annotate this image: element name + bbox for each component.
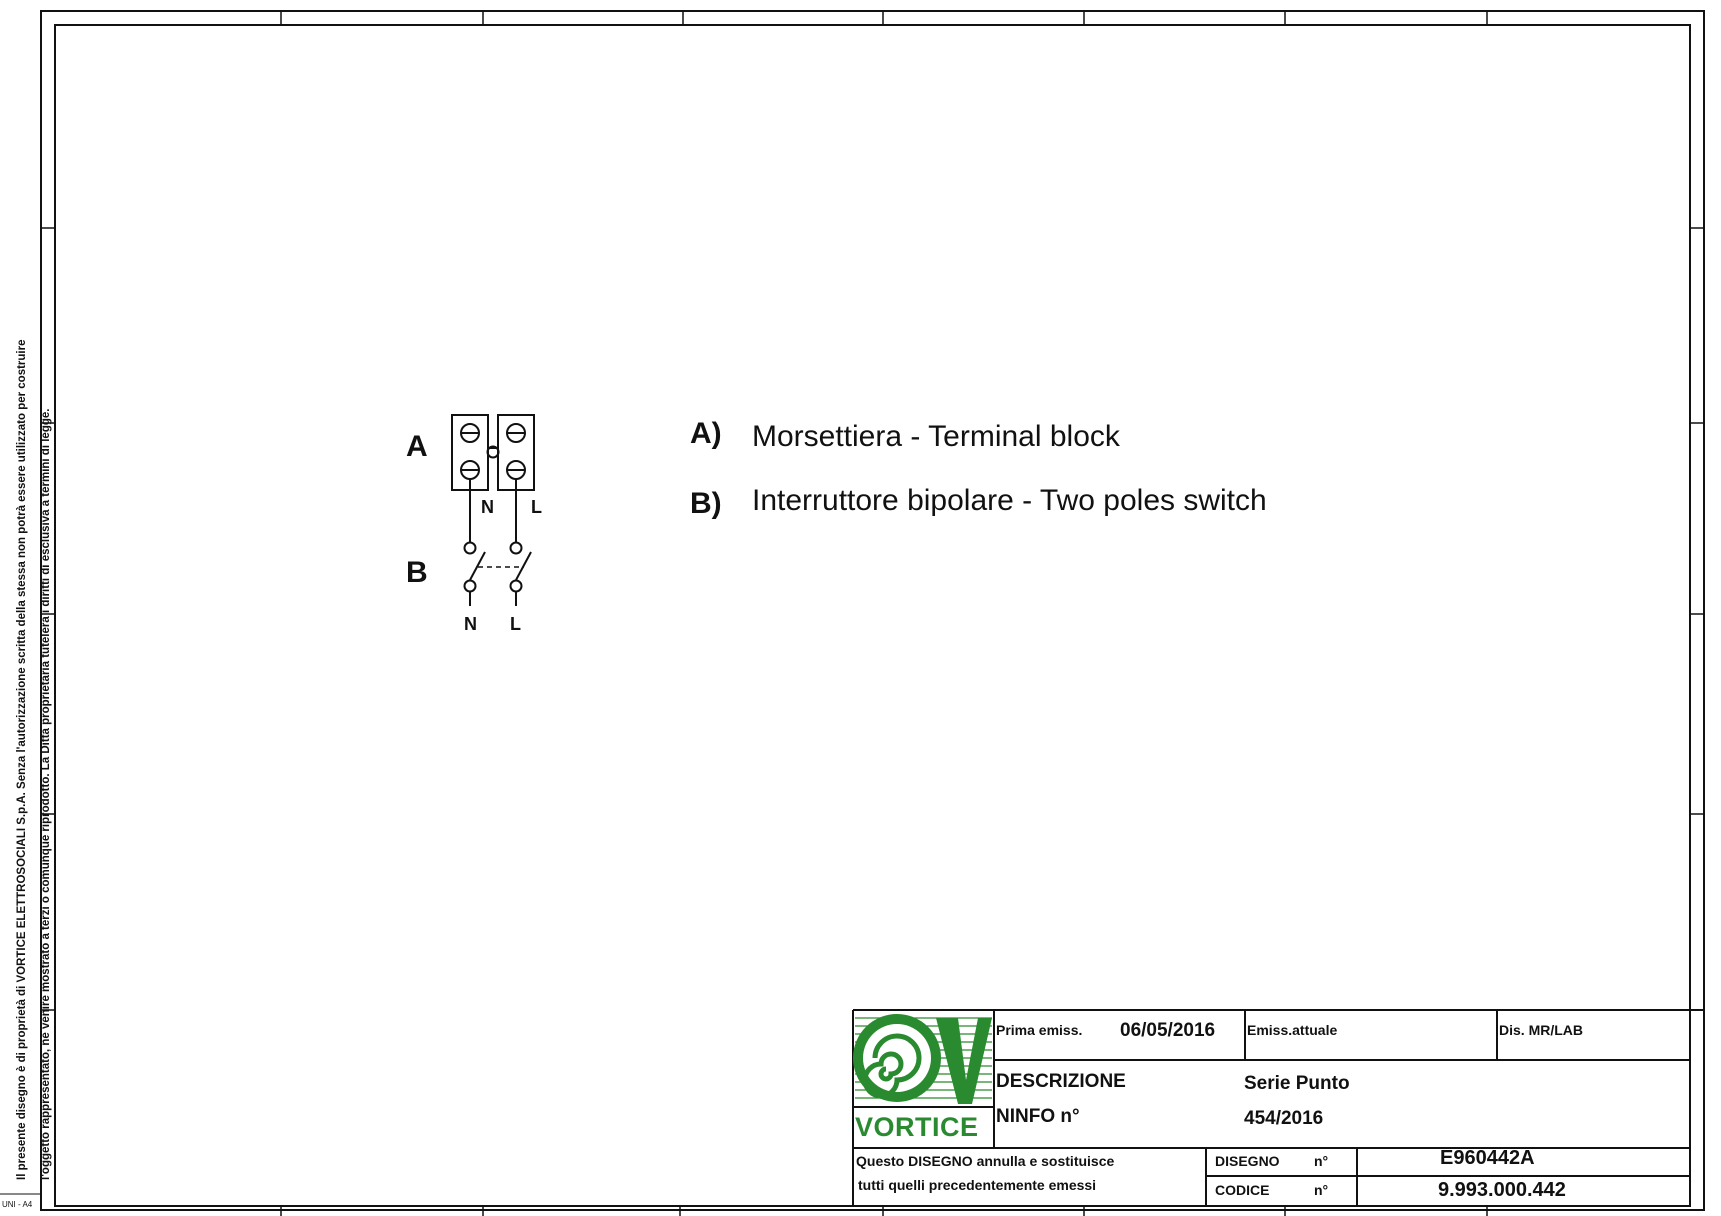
terminal-n-bottom: N [464,614,477,634]
prima-emiss-value: 06/05/2016 [1120,1020,1216,1041]
diagram-label-a: A [406,430,428,463]
descrizione-value: Serie Punto [1244,1073,1350,1094]
revision-note-line-2: tutti quelli precedentemente emessi [858,1177,1097,1193]
legend-text-b: Interruttore bipolare - Two poles switch [752,484,1267,517]
terminal-n-top: N [481,497,494,517]
disegno-number-sign: n° [1314,1153,1329,1169]
terminal-l-top: L [531,497,542,517]
side-note-line-1: Il presente disegno è di proprietà di VORTICE ELETTROSOCIALI S.p.A. Senza l'autorizzazione scritta della stessa non potrà essere utilizzato per costruire [16,339,28,1180]
legend-key-a: A) [690,417,722,450]
ninfo-value: 454/2016 [1244,1108,1324,1129]
legend-key-b: B) [690,487,722,520]
ninfo-label: NINFO n° [996,1106,1080,1127]
disegno-value: E960442A [1440,1147,1535,1169]
legend-text-a: Morsettiera - Terminal block [752,420,1120,453]
emiss-attuale-label: Emiss.attuale [1247,1022,1338,1038]
vortice-logo-text: VORTICE [855,1112,979,1142]
codice-value: 9.993.000.442 [1438,1179,1566,1201]
copyright-side-note [10,340,58,1181]
sheet-format-label: UNI - A4 [2,1200,33,1209]
terminal-l-bottom: L [510,614,521,634]
codice-number-sign: n° [1314,1182,1329,1198]
descrizione-label: DESCRIZIONE [996,1071,1126,1092]
codice-label: CODICE [1215,1182,1270,1198]
diagram-label-b: B [406,556,428,589]
revision-note-line-1: Questo DISEGNO annulla e sostituisce [856,1153,1115,1169]
side-note-line-2: l'oggetto rappresentato, nè venire mostrato a terzi o comunque riprodotto. La Ditta proprietaria tutelerà i diritti di esclusiva a termini di legge. [40,408,52,1180]
vortice-logo-icon [853,1014,992,1104]
drafter-label: Dis. MR/LAB [1499,1022,1583,1038]
prima-emiss-label: Prima emiss. [996,1022,1083,1038]
disegno-label: DISEGNO [1215,1153,1280,1169]
